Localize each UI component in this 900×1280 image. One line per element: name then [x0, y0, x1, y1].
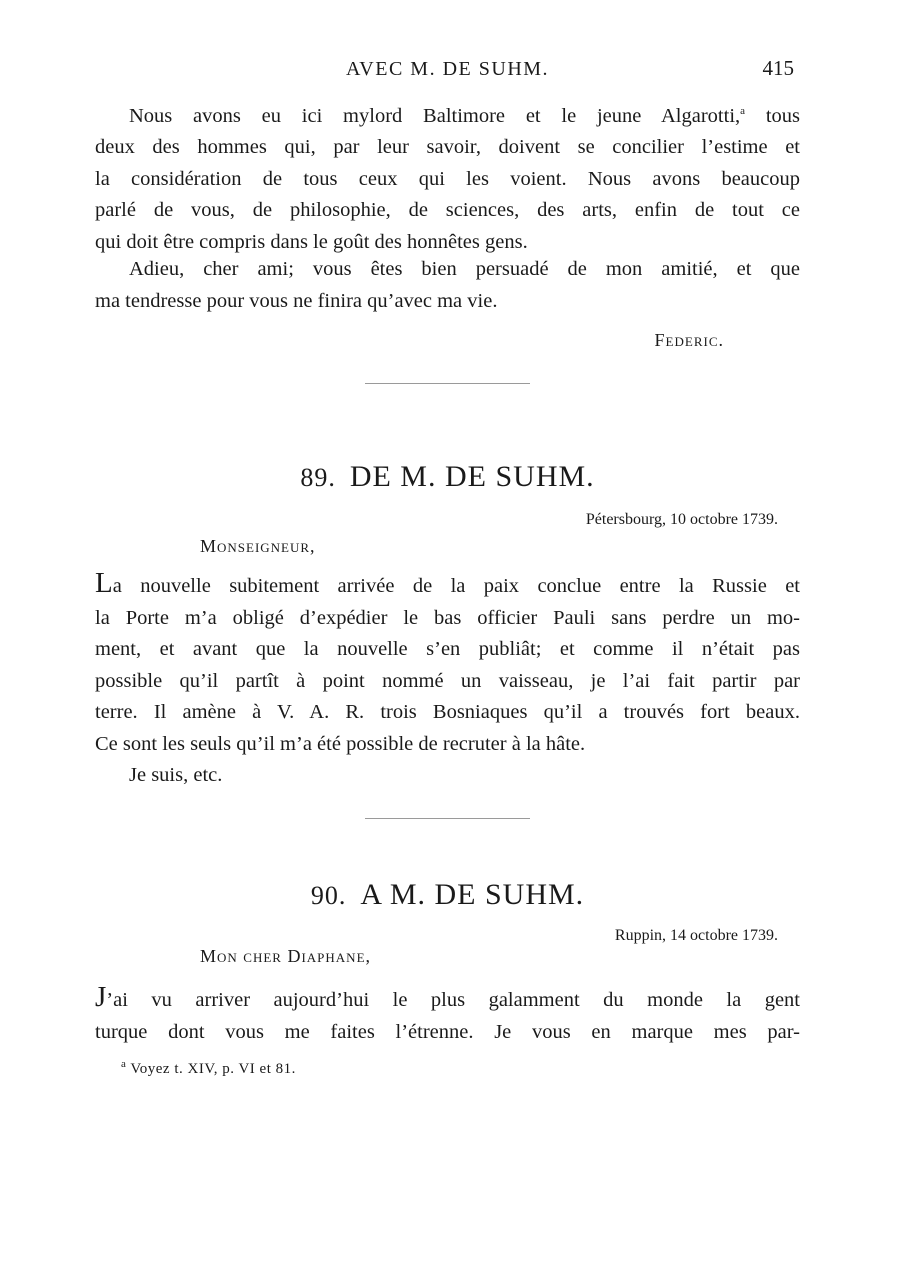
text-line: la Porte m’a obligé d’expédier le bas officier Pauli sans perdre un mo-: [95, 606, 800, 629]
letter-90-body: [95, 982, 800, 1048]
letter-89-heading: [95, 460, 800, 494]
footnote: [121, 1058, 296, 1078]
text-line: terre. Il amène à V. A. R. trois Bosniaques qu’il a trouvés fort beaux.: [95, 701, 800, 723]
letter-title: DE M. DE SUHM.: [349, 460, 595, 493]
dateline: Ruppin, 14 octobre 1739.: [614, 927, 778, 944]
letter-number: 89.: [300, 463, 336, 492]
footnote-text: Voyez t. XIV, p. VI et 81.: [130, 1061, 296, 1077]
letter-90-heading: [95, 878, 800, 912]
text-line: Adieu, cher ami; vous êtes bien persuadé de mon amitié, et que: [129, 258, 800, 280]
salutation: Mon cher Diaphane,: [200, 946, 372, 966]
text-line: ment, et avant que la nouvelle s’en publiât; et comme il n’était pas: [95, 638, 800, 660]
letter-89-body: [95, 568, 800, 792]
text-line: Ce sont les seuls qu’il m’a été possible de recruter à la hâte.: [95, 732, 586, 755]
text-line: ma tendresse pour vous ne finira qu’avec ma vie.: [95, 289, 498, 312]
page-number: 415: [762, 56, 794, 80]
drop-cap: L: [95, 567, 113, 599]
text-line: turque dont vous me faites l’étrenne. Je vous en marque mes par-: [95, 1020, 800, 1043]
dateline: Pétersbourg, 10 octobre 1739.: [585, 511, 778, 528]
signature: Federic.: [654, 330, 724, 350]
text-line: J’ai vu arriver aujourd’hui le plus galamment du monde la gent: [95, 981, 800, 1013]
salutation: Monseigneur,: [200, 536, 316, 556]
running-title: AVEC M. DE SUHM.: [345, 58, 550, 80]
footnote-marker: a: [121, 1058, 127, 1070]
section-divider: [365, 383, 530, 384]
intro-paragraph-2: [95, 254, 800, 317]
text-line: parlé de vous, de philosophie, de sciences, des arts, enfin de tout ce: [95, 199, 800, 222]
book-page: [95, 0, 800, 1280]
section-divider: [365, 818, 530, 819]
text-line: qui doit être compris dans le goût des honnêtes gens.: [95, 230, 528, 253]
page-header: [95, 54, 800, 84]
letter-title: A M. DE SUHM.: [360, 878, 585, 911]
text-line: la considération de tous ceux qui les voient. Nous avons beaucoup: [95, 167, 800, 190]
drop-cap: J: [95, 981, 107, 1013]
text-line: Nous avons eu ici mylord Baltimore et le jeune Algarotti,$^a$ tous: [129, 104, 800, 127]
closing-line: Je suis, etc.: [129, 764, 223, 786]
text-line: La nouvelle subitement arrivée de la paix conclue entre la Russie et: [95, 567, 800, 599]
letter-number: 90.: [310, 881, 347, 910]
text-line: possible qu’il partît à point nommé un vaisseau, je l’ai fait partir par: [95, 669, 800, 692]
intro-paragraph-1: [95, 96, 800, 258]
footnote-marker: a: [740, 105, 746, 117]
text-line: deux des hommes qui, par leur savoir, doivent se concilier l’estime et: [95, 136, 800, 159]
